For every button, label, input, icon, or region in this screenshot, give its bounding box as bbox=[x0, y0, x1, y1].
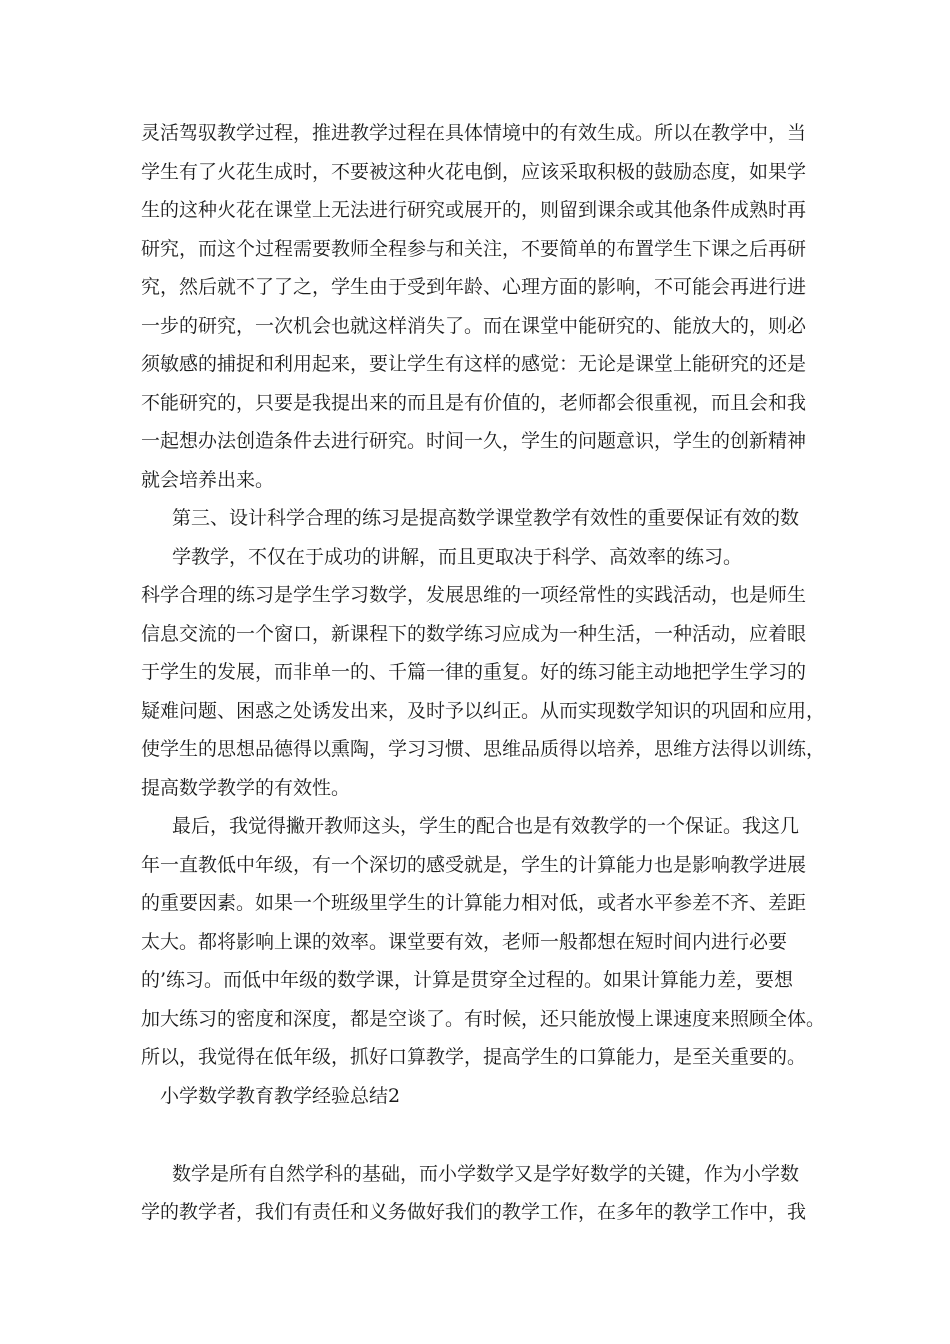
text-line: 数学是所有自然学科的基础，而小学数学又是学好数学的关键，作为小学数 bbox=[172, 1163, 800, 1185]
text-line: 学生有了火花生成时，不要被这种火花电倒，应该采取积极的鼓励态度，如果学 bbox=[141, 161, 807, 183]
text-line: 于学生的发展，而非单一的、千篇一律的重复。好的练习能主动地把学生学习的 bbox=[141, 661, 807, 683]
text-line: 加大练习的密度和深度，都是空谈了。有时候，还只能放慢上课速度来照顾全体。 bbox=[141, 1008, 826, 1030]
text-line: 使学生的思想品德得以熏陶，学习习惯、思维品质得以培养，思维方法得以训练， bbox=[141, 738, 826, 760]
text-line: 生的这种火花在课堂上无法进行研究或展开的，则留到课余或其他条件成熟时再 bbox=[141, 199, 807, 221]
text-line: 学的教学者，我们有责任和义务做好我们的教学工作，在多年的教学工作中，我 bbox=[141, 1201, 807, 1223]
text-line: 年一直教低中年级，有一个深切的感受就是，学生的计算能力也是影响教学进展 bbox=[141, 854, 807, 876]
text-line: 太大。都将影响上课的效率。课堂要有效，老师一般都想在短时间内进行必要 bbox=[141, 931, 788, 953]
text-line: 所以，我觉得在低年级，抓好口算教学，提高学生的口算能力，是至关重要的。 bbox=[141, 1046, 807, 1068]
text-line: 就会培养出来。 bbox=[141, 469, 275, 491]
text-line: 科学合理的练习是学生学习数学，发展思维的一项经常性的实践活动，也是师生 bbox=[141, 584, 807, 606]
text-line: 不能研究的，只要是我提出来的而且是有价值的，老师都会很重视，而且会和我 bbox=[141, 392, 807, 414]
text-line: 研究，而这个过程需要教师全程参与和关注，不要简单的布置学生下课之后再研 bbox=[141, 238, 807, 260]
text-line: 灵活驾驭教学过程，推进教学过程在具体情境中的有效生成。所以在教学中，当 bbox=[141, 122, 807, 144]
text-line: 信息交流的一个窗口，新课程下的数学练习应成为一种生活，一种活动，应着眼 bbox=[141, 623, 807, 645]
text-line: 的’练习。而低中年级的数学课，计算是贯穿全过程的。如果计算能力差，要想 bbox=[141, 969, 794, 991]
text-line: 一步的研究，一次机会也就这样消失了。而在课堂中能研究的、能放大的，则必 bbox=[141, 315, 807, 337]
section-heading: 小学数学教育教学经验总结2 bbox=[160, 1085, 401, 1107]
text-line: 须敏感的捕捉和利用起来，要让学生有这样的感觉：无论是课堂上能研究的还是 bbox=[141, 353, 807, 375]
text-line: 疑难问题、困惑之处诱发出来，及时予以纠正。从而实现数学知识的巩固和应用， bbox=[141, 700, 826, 722]
text-line: 的重要因素。如果一个班级里学生的计算能力相对低，或者水平参差不齐、差距 bbox=[141, 892, 807, 914]
text-line: 一起想办法创造条件去进行研究。时间一久，学生的问题意识，学生的创新精神 bbox=[141, 430, 807, 452]
text-line: 学教学，不仅在于成功的讲解，而且更取决于科学、高效率的练习。 bbox=[172, 546, 743, 568]
text-line: 提高数学教学的有效性。 bbox=[141, 777, 351, 799]
text-line: 究，然后就不了了之，学生由于受到年龄、心理方面的影响，不可能会再进行进 bbox=[141, 276, 807, 298]
text-line: 第三、设计科学合理的练习是提高数学课堂教学有效性的重要保证有效的数 bbox=[172, 507, 800, 529]
text-line: 最后，我觉得撇开教师这头，学生的配合也是有效教学的一个保证。我这几 bbox=[172, 815, 800, 837]
